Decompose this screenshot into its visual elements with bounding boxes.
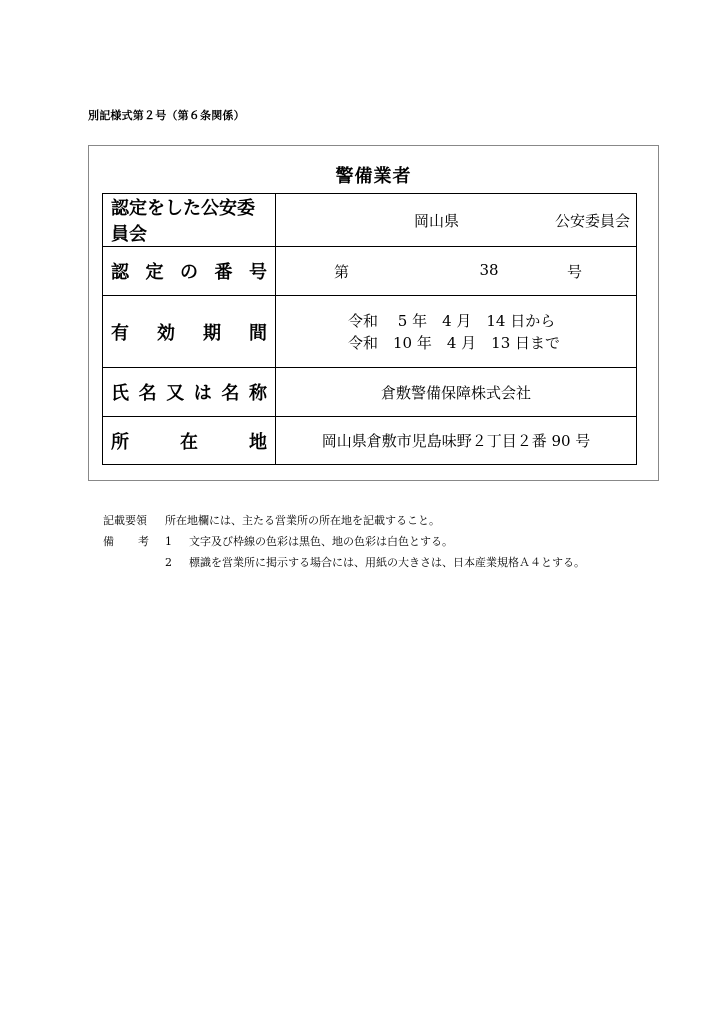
remark-text: 文字及び枠線の色彩は黒色、地の色彩は白色とする。 [189,535,453,548]
label-address: 所 在 地 [103,417,276,465]
note-instruction [103,510,585,531]
commission-suffix: 公安委員会 [554,211,630,230]
number-prefix: 第 [334,262,350,281]
address-value: 岡山県倉敷市児島味野２丁目２番 90 号 [276,417,637,465]
note-remark-2: 2 標識を営業所に掲示する場合には、用紙の大きさは、日本産業規格Ａ４とする。 [103,552,585,573]
instruction-text: 所在地欄には、主たる営業所の所在地を記載すること。 [165,514,440,527]
notes [103,510,585,573]
row-address [103,417,637,465]
label-number: 認 定 の 番 号 [103,247,276,296]
remarks-key: 備 考 [103,535,149,548]
name-value: 倉敷警備保障株式会社 [276,368,637,417]
sign-title: 警備業者 [335,166,412,187]
row-name [103,368,637,417]
row-number [103,247,637,296]
form-title: 別記様式第２号（第６条関係） [88,109,245,122]
commission-prefecture: 岡山県 [414,211,460,230]
instruction-key: 記載要領 [103,514,147,527]
remark-text: 標識を営業所に掲示する場合には、用紙の大きさは、日本産業規格Ａ４とする。 [189,556,585,569]
label-commission: 認定をした公安委員会 [103,194,276,247]
label-period: 有 効 期 間 [103,296,276,368]
row-commission [103,194,637,247]
label-name: 氏 名 又 は 名 称 [103,368,276,417]
period-to: 令和 10 年 4 月 13 日まで [348,333,561,352]
number-value: 38 [479,260,499,279]
row-period [103,296,637,368]
sign-frame [88,145,659,481]
period-from: 令和 5 年 4 月 14 日から [348,311,556,330]
number-suffix: 号 [566,262,582,281]
note-remark-1: 備 考 1 文字及び枠線の色彩は黒色、地の色彩は白色とする。 [103,531,585,552]
sign-table [102,193,637,465]
